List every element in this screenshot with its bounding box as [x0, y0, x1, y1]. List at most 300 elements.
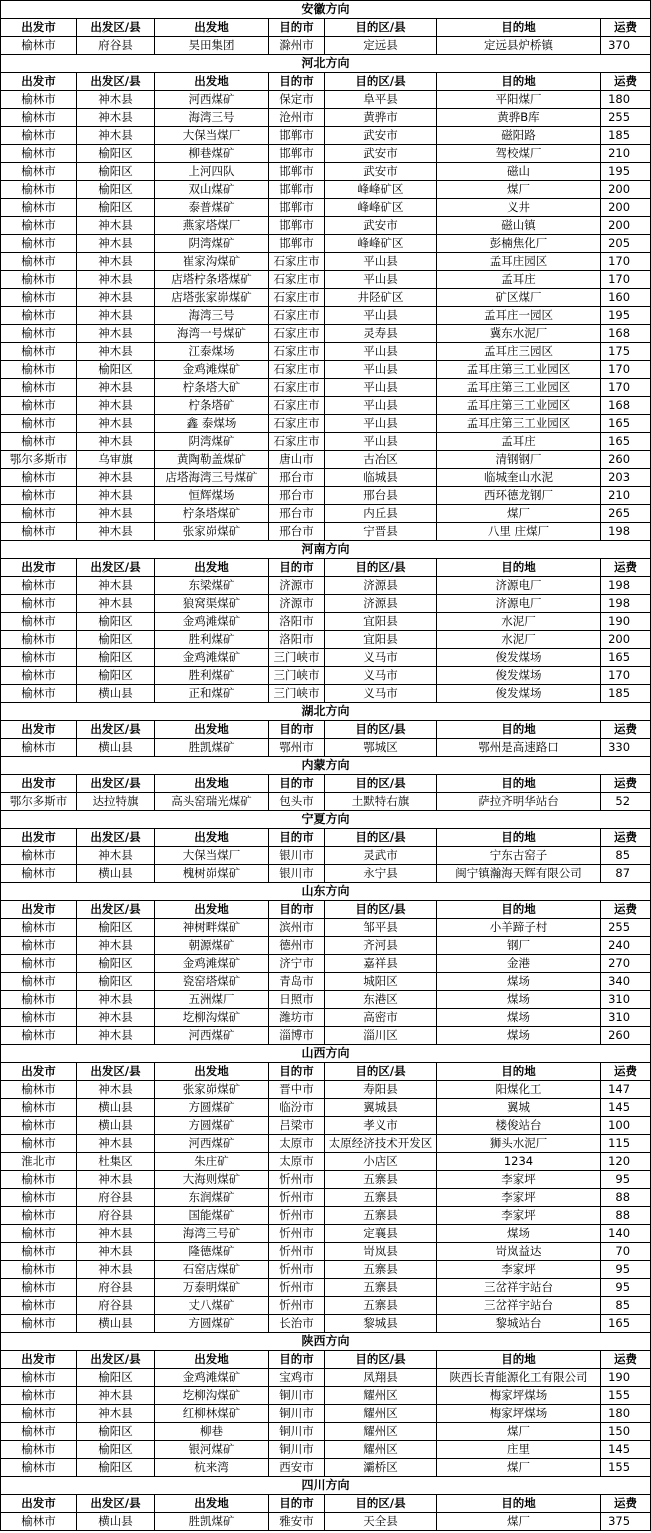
- cell-dest-city: 石家庄市: [269, 289, 325, 307]
- cell-start-county: 神木县: [77, 1081, 155, 1099]
- cell-start-county: 府谷县: [77, 1189, 155, 1207]
- column-header-dest-place: 目的地: [437, 829, 601, 847]
- cell-start-city: 榆林市: [1, 181, 77, 199]
- table-row: [1, 1117, 651, 1135]
- section-title: 山东方向: [1, 883, 651, 901]
- column-header-freight: 运费: [601, 73, 651, 91]
- column-header-dest-county: 目的区/县: [325, 775, 437, 793]
- cell-start-county: 神木县: [77, 235, 155, 253]
- cell-dest-city: 鄂州市: [269, 739, 325, 757]
- cell-start-place: 朝源煤矿: [155, 937, 269, 955]
- table-row: [1, 451, 651, 469]
- cell-start-county: 神木县: [77, 415, 155, 433]
- cell-start-city: 榆林市: [1, 1459, 77, 1477]
- cell-dest-place: 黎城站台: [437, 1315, 601, 1333]
- cell-dest-county: 灵武市: [325, 847, 437, 865]
- cell-freight: 145: [601, 1441, 651, 1459]
- cell-start-county: 榆阳区: [77, 973, 155, 991]
- column-header-start-city: 出发市: [1, 559, 77, 577]
- cell-start-city: 榆林市: [1, 361, 77, 379]
- cell-dest-county: 邢台县: [325, 487, 437, 505]
- cell-start-city: 榆林市: [1, 631, 77, 649]
- cell-dest-county: 井陉矿区: [325, 289, 437, 307]
- cell-dest-county: 城阳区: [325, 973, 437, 991]
- cell-dest-city: 邢台市: [269, 505, 325, 523]
- cell-start-place: 槐树峁煤矿: [155, 865, 269, 883]
- cell-freight: 168: [601, 325, 651, 343]
- cell-freight: 375: [601, 1513, 651, 1531]
- table-row: [1, 1369, 651, 1387]
- cell-dest-place: 1234: [437, 1153, 601, 1171]
- column-header-start-city: 出发市: [1, 829, 77, 847]
- cell-start-city: 淮北市: [1, 1153, 77, 1171]
- column-header-start-county: 出发区/县: [77, 19, 155, 37]
- cell-start-place: 金鸡滩煤矿: [155, 1369, 269, 1387]
- column-header-start-county: 出发区/县: [77, 829, 155, 847]
- cell-start-city: 榆林市: [1, 847, 77, 865]
- cell-dest-county: 耀州区: [325, 1387, 437, 1405]
- cell-dest-county: 阜平县: [325, 91, 437, 109]
- cell-dest-county: 峰峰矿区: [325, 199, 437, 217]
- cell-dest-city: 青岛市: [269, 973, 325, 991]
- cell-start-place: 大海则煤矿: [155, 1171, 269, 1189]
- cell-dest-city: 滨州市: [269, 919, 325, 937]
- column-header-start-city: 出发市: [1, 721, 77, 739]
- section-title-row: [1, 757, 651, 775]
- cell-start-place: 柳巷: [155, 1423, 269, 1441]
- cell-start-place: 黄陶勒盖煤矿: [155, 451, 269, 469]
- cell-dest-place: 岢岚益达: [437, 1243, 601, 1261]
- cell-dest-county: 土默特右旗: [325, 793, 437, 811]
- cell-dest-place: 李家坪: [437, 1261, 601, 1279]
- cell-freight: 198: [601, 523, 651, 541]
- cell-dest-county: 义马市: [325, 649, 437, 667]
- cell-dest-city: 铜川市: [269, 1387, 325, 1405]
- cell-freight: 200: [601, 631, 651, 649]
- cell-freight: 95: [601, 1261, 651, 1279]
- cell-start-county: 神木县: [77, 109, 155, 127]
- cell-start-place: 店塔海湾三号煤矿: [155, 469, 269, 487]
- cell-dest-city: 忻州市: [269, 1189, 325, 1207]
- cell-start-county: 神木县: [77, 271, 155, 289]
- cell-dest-city: 保定市: [269, 91, 325, 109]
- cell-start-place: 崔家沟煤矿: [155, 253, 269, 271]
- table-row: [1, 325, 651, 343]
- table-row: [1, 1135, 651, 1153]
- cell-dest-county: 平山县: [325, 307, 437, 325]
- column-header-start-city: 出发市: [1, 1495, 77, 1513]
- cell-dest-county: 齐河县: [325, 937, 437, 955]
- cell-start-place: 海湾三号: [155, 109, 269, 127]
- table-row: [1, 865, 651, 883]
- table-row: [1, 217, 651, 235]
- cell-start-county: 榆阳区: [77, 163, 155, 181]
- cell-start-place: 海湾三号: [155, 307, 269, 325]
- table-row: [1, 523, 651, 541]
- cell-start-city: 榆林市: [1, 163, 77, 181]
- cell-freight: 120: [601, 1153, 651, 1171]
- cell-dest-city: 潍坊市: [269, 1009, 325, 1027]
- cell-start-county: 府谷县: [77, 1297, 155, 1315]
- cell-dest-county: 平山县: [325, 253, 437, 271]
- cell-start-place: 恒辉煤场: [155, 487, 269, 505]
- column-header-dest-place: 目的地: [437, 721, 601, 739]
- cell-dest-city: 石家庄市: [269, 271, 325, 289]
- cell-start-place: 银河煤矿: [155, 1441, 269, 1459]
- cell-start-place: 河西煤矿: [155, 1135, 269, 1153]
- column-header-freight: 运费: [601, 19, 651, 37]
- cell-start-place: 双山煤矿: [155, 181, 269, 199]
- cell-start-city: 榆林市: [1, 1243, 77, 1261]
- column-header-start-county: 出发区/县: [77, 775, 155, 793]
- cell-freight: 88: [601, 1207, 651, 1225]
- cell-freight: 190: [601, 1369, 651, 1387]
- table-row: [1, 127, 651, 145]
- cell-start-county: 榆阳区: [77, 1459, 155, 1477]
- cell-start-city: 榆林市: [1, 325, 77, 343]
- table-row: [1, 649, 651, 667]
- cell-start-city: 榆林市: [1, 145, 77, 163]
- cell-start-county: 榆阳区: [77, 955, 155, 973]
- cell-dest-place: 八里 庄煤厂: [437, 523, 601, 541]
- cell-dest-county: 孝义市: [325, 1117, 437, 1135]
- cell-dest-county: 平山县: [325, 379, 437, 397]
- column-header-dest-place: 目的地: [437, 775, 601, 793]
- cell-dest-place: 楼俊站台: [437, 1117, 601, 1135]
- cell-start-city: 榆林市: [1, 955, 77, 973]
- cell-dest-city: 济源市: [269, 577, 325, 595]
- cell-dest-city: 石家庄市: [269, 325, 325, 343]
- cell-dest-city: 淄博市: [269, 1027, 325, 1045]
- column-header-start-city: 出发市: [1, 19, 77, 37]
- cell-start-county: 神木县: [77, 847, 155, 865]
- cell-dest-county: 平山县: [325, 415, 437, 433]
- cell-freight: 165: [601, 1315, 651, 1333]
- cell-dest-place: 济源电厂: [437, 577, 601, 595]
- cell-dest-county: 岢岚县: [325, 1243, 437, 1261]
- cell-freight: 198: [601, 595, 651, 613]
- column-header-start-city: 出发市: [1, 1351, 77, 1369]
- cell-dest-county: 峰峰矿区: [325, 181, 437, 199]
- column-header-row: [1, 1495, 651, 1513]
- cell-freight: 210: [601, 145, 651, 163]
- table-row: [1, 847, 651, 865]
- section-title: 湖北方向: [1, 703, 651, 721]
- cell-dest-place: 水泥厂: [437, 613, 601, 631]
- cell-dest-city: 滁州市: [269, 37, 325, 55]
- cell-start-county: 神木县: [77, 127, 155, 145]
- cell-dest-place: 冀东水泥厂: [437, 325, 601, 343]
- cell-dest-county: 宜阳县: [325, 613, 437, 631]
- table-row: [1, 1009, 651, 1027]
- cell-start-place: 江泰煤场: [155, 343, 269, 361]
- column-header-start-place: 出发地: [155, 19, 269, 37]
- cell-dest-city: 忻州市: [269, 1207, 325, 1225]
- column-header-dest-county: 目的区/县: [325, 1495, 437, 1513]
- cell-dest-county: 定襄县: [325, 1225, 437, 1243]
- table-row: [1, 109, 651, 127]
- cell-freight: 203: [601, 469, 651, 487]
- table-row: [1, 631, 651, 649]
- cell-start-city: 榆林市: [1, 1117, 77, 1135]
- cell-start-county: 神木县: [77, 1387, 155, 1405]
- cell-freight: 165: [601, 649, 651, 667]
- column-header-dest-county: 目的区/县: [325, 721, 437, 739]
- cell-dest-place: 煤场: [437, 973, 601, 991]
- cell-freight: 100: [601, 1117, 651, 1135]
- cell-start-county: 乌审旗: [77, 451, 155, 469]
- table-row: [1, 343, 651, 361]
- cell-dest-city: 邯郸市: [269, 127, 325, 145]
- cell-freight: 170: [601, 667, 651, 685]
- section-title: 河南方向: [1, 541, 651, 559]
- cell-start-county: 神木县: [77, 289, 155, 307]
- cell-start-city: 榆林市: [1, 1135, 77, 1153]
- cell-start-city: 榆林市: [1, 649, 77, 667]
- cell-start-place: 店塔柠条塔煤矿: [155, 271, 269, 289]
- cell-start-city: 榆林市: [1, 487, 77, 505]
- cell-start-county: 府谷县: [77, 37, 155, 55]
- cell-start-place: 河西煤矿: [155, 1027, 269, 1045]
- cell-start-city: 榆林市: [1, 1081, 77, 1099]
- cell-start-city: 榆林市: [1, 1423, 77, 1441]
- cell-dest-place: 定远县炉桥镇: [437, 37, 601, 55]
- cell-dest-city: 石家庄市: [269, 379, 325, 397]
- cell-freight: 147: [601, 1081, 651, 1099]
- cell-dest-city: 邯郸市: [269, 199, 325, 217]
- cell-dest-city: 邢台市: [269, 487, 325, 505]
- column-header-dest-city: 目的市: [269, 1063, 325, 1081]
- cell-start-county: 神木县: [77, 523, 155, 541]
- cell-dest-city: 太原市: [269, 1135, 325, 1153]
- cell-dest-county: 耀州区: [325, 1405, 437, 1423]
- cell-dest-county: 临城县: [325, 469, 437, 487]
- table-row: [1, 1279, 651, 1297]
- cell-freight: 270: [601, 955, 651, 973]
- section-title-row: [1, 703, 651, 721]
- cell-start-county: 神木县: [77, 1243, 155, 1261]
- cell-dest-city: 忻州市: [269, 1225, 325, 1243]
- column-header-dest-city: 目的市: [269, 19, 325, 37]
- column-header-dest-city: 目的市: [269, 1351, 325, 1369]
- section-title-row: [1, 541, 651, 559]
- column-header-dest-county: 目的区/县: [325, 1351, 437, 1369]
- table-row: [1, 235, 651, 253]
- cell-dest-county: 五寨县: [325, 1279, 437, 1297]
- section-title: 宁夏方向: [1, 811, 651, 829]
- cell-start-place: 鑫 泰煤场: [155, 415, 269, 433]
- cell-dest-city: 洛阳市: [269, 631, 325, 649]
- cell-start-county: 榆阳区: [77, 199, 155, 217]
- column-header-start-place: 出发地: [155, 829, 269, 847]
- cell-freight: 205: [601, 235, 651, 253]
- cell-dest-place: 煤厂: [437, 1459, 601, 1477]
- cell-dest-city: 邯郸市: [269, 235, 325, 253]
- cell-dest-place: 煤厂: [437, 505, 601, 523]
- cell-dest-county: 武安市: [325, 127, 437, 145]
- cell-freight: 155: [601, 1459, 651, 1477]
- table-row: [1, 253, 651, 271]
- table-row: [1, 1243, 651, 1261]
- column-header-start-city: 出发市: [1, 775, 77, 793]
- cell-start-place: 胜凯煤矿: [155, 1513, 269, 1531]
- section-title: 四川方向: [1, 1477, 651, 1495]
- column-header-dest-place: 目的地: [437, 559, 601, 577]
- cell-start-city: 榆林市: [1, 1441, 77, 1459]
- cell-start-place: 隆德煤矿: [155, 1243, 269, 1261]
- cell-start-place: 张家峁煤矿: [155, 523, 269, 541]
- cell-start-city: 榆林市: [1, 397, 77, 415]
- cell-freight: 88: [601, 1189, 651, 1207]
- cell-freight: 140: [601, 1225, 651, 1243]
- table-row: [1, 793, 651, 811]
- cell-start-city: 榆林市: [1, 1387, 77, 1405]
- cell-dest-place: 庄里: [437, 1441, 601, 1459]
- cell-start-county: 府谷县: [77, 1207, 155, 1225]
- cell-dest-place: 阳煤化工: [437, 1081, 601, 1099]
- cell-start-county: 横山县: [77, 865, 155, 883]
- cell-dest-place: 煤场: [437, 991, 601, 1009]
- cell-dest-city: 吕梁市: [269, 1117, 325, 1135]
- column-header-dest-place: 目的地: [437, 901, 601, 919]
- cell-dest-city: 铜川市: [269, 1405, 325, 1423]
- section-title: 河北方向: [1, 55, 651, 73]
- cell-dest-county: 平山县: [325, 361, 437, 379]
- cell-start-city: 榆林市: [1, 613, 77, 631]
- cell-dest-place: 李家坪: [437, 1207, 601, 1225]
- cell-dest-city: 邯郸市: [269, 181, 325, 199]
- cell-dest-county: 东港区: [325, 991, 437, 1009]
- cell-dest-place: 三岔祥宇站台: [437, 1297, 601, 1315]
- cell-start-place: 张家峁煤矿: [155, 1081, 269, 1099]
- table-row: [1, 739, 651, 757]
- cell-freight: 85: [601, 1297, 651, 1315]
- section-title-row: [1, 883, 651, 901]
- cell-start-county: 神木县: [77, 325, 155, 343]
- cell-dest-place: 俊发煤场: [437, 685, 601, 703]
- cell-dest-county: 济源县: [325, 595, 437, 613]
- cell-dest-city: 唐山市: [269, 451, 325, 469]
- cell-dest-city: 石家庄市: [269, 361, 325, 379]
- column-header-start-place: 出发地: [155, 1063, 269, 1081]
- cell-dest-city: 忻州市: [269, 1243, 325, 1261]
- cell-dest-city: 银川市: [269, 865, 325, 883]
- cell-start-place: 金鸡滩煤矿: [155, 649, 269, 667]
- cell-dest-city: 西安市: [269, 1459, 325, 1477]
- cell-start-place: 金鸡滩煤矿: [155, 955, 269, 973]
- cell-start-city: 榆林市: [1, 973, 77, 991]
- cell-start-city: 榆林市: [1, 1297, 77, 1315]
- table-row: [1, 577, 651, 595]
- cell-dest-city: 邢台市: [269, 469, 325, 487]
- cell-dest-place: 煤厂: [437, 1513, 601, 1531]
- cell-start-city: 榆林市: [1, 217, 77, 235]
- cell-start-place: 方圆煤矿: [155, 1315, 269, 1333]
- cell-start-place: 东润煤矿: [155, 1189, 269, 1207]
- cell-freight: 145: [601, 1099, 651, 1117]
- column-header-start-county: 出发区/县: [77, 559, 155, 577]
- cell-freight: 95: [601, 1171, 651, 1189]
- cell-start-place: 燕家塔煤厂: [155, 217, 269, 235]
- cell-dest-city: 忻州市: [269, 1261, 325, 1279]
- cell-dest-city: 临汾市: [269, 1099, 325, 1117]
- column-header-row: [1, 901, 651, 919]
- cell-start-county: 神木县: [77, 577, 155, 595]
- cell-freight: 200: [601, 217, 651, 235]
- cell-start-place: 正和煤矿: [155, 685, 269, 703]
- cell-dest-city: 忻州市: [269, 1171, 325, 1189]
- cell-dest-county: 太原经济技术开发区: [325, 1135, 437, 1153]
- cell-start-county: 横山县: [77, 739, 155, 757]
- cell-dest-city: 宝鸡市: [269, 1369, 325, 1387]
- column-header-dest-place: 目的地: [437, 19, 601, 37]
- column-header-start-place: 出发地: [155, 1351, 269, 1369]
- cell-dest-place: 济源电厂: [437, 595, 601, 613]
- column-header-dest-county: 目的区/县: [325, 559, 437, 577]
- cell-start-city: 榆林市: [1, 1261, 77, 1279]
- cell-dest-city: 三门峡市: [269, 667, 325, 685]
- cell-start-county: 神木县: [77, 937, 155, 955]
- cell-start-place: 狼窝渠煤矿: [155, 595, 269, 613]
- cell-dest-place: 李家坪: [437, 1171, 601, 1189]
- cell-dest-place: 孟耳庄三园区: [437, 343, 601, 361]
- cell-start-county: 榆阳区: [77, 649, 155, 667]
- cell-dest-city: 日照市: [269, 991, 325, 1009]
- table-row: [1, 1153, 651, 1171]
- cell-start-city: 鄂尔多斯市: [1, 793, 77, 811]
- cell-freight: 168: [601, 397, 651, 415]
- column-header-freight: 运费: [601, 559, 651, 577]
- cell-dest-city: 邯郸市: [269, 217, 325, 235]
- column-header-dest-place: 目的地: [437, 1063, 601, 1081]
- column-header-start-city: 出发市: [1, 73, 77, 91]
- cell-dest-city: 太原市: [269, 1153, 325, 1171]
- cell-dest-county: 五寨县: [325, 1171, 437, 1189]
- cell-start-place: 杭来湾: [155, 1459, 269, 1477]
- column-header-dest-place: 目的地: [437, 1351, 601, 1369]
- cell-start-place: 方圆煤矿: [155, 1099, 269, 1117]
- cell-freight: 195: [601, 307, 651, 325]
- cell-dest-county: 耀州区: [325, 1441, 437, 1459]
- cell-dest-place: 黄骅B库: [437, 109, 601, 127]
- cell-dest-place: 梅家坪煤场: [437, 1387, 601, 1405]
- cell-freight: 185: [601, 685, 651, 703]
- cell-dest-city: 邯郸市: [269, 163, 325, 181]
- cell-start-county: 横山县: [77, 1099, 155, 1117]
- cell-start-city: 榆林市: [1, 523, 77, 541]
- cell-dest-place: 平阳煤厂: [437, 91, 601, 109]
- cell-start-county: 杜集区: [77, 1153, 155, 1171]
- column-header-dest-city: 目的市: [269, 559, 325, 577]
- cell-start-place: 海湾一号煤矿: [155, 325, 269, 343]
- cell-start-city: 榆林市: [1, 37, 77, 55]
- section-title: 山西方向: [1, 1045, 651, 1063]
- column-header-dest-place: 目的地: [437, 1495, 601, 1513]
- cell-dest-county: 小店区: [325, 1153, 437, 1171]
- table-row: [1, 433, 651, 451]
- table-row: [1, 1081, 651, 1099]
- cell-start-place: 海湾三号矿: [155, 1225, 269, 1243]
- cell-start-city: 榆林市: [1, 505, 77, 523]
- cell-start-place: 昊田集团: [155, 37, 269, 55]
- cell-dest-county: 内丘县: [325, 505, 437, 523]
- table-row: [1, 1423, 651, 1441]
- column-header-row: [1, 775, 651, 793]
- section-title-row: [1, 1045, 651, 1063]
- cell-start-place: 圪柳沟煤矿: [155, 1009, 269, 1027]
- cell-start-city: 榆林市: [1, 1207, 77, 1225]
- cell-start-county: 神木县: [77, 469, 155, 487]
